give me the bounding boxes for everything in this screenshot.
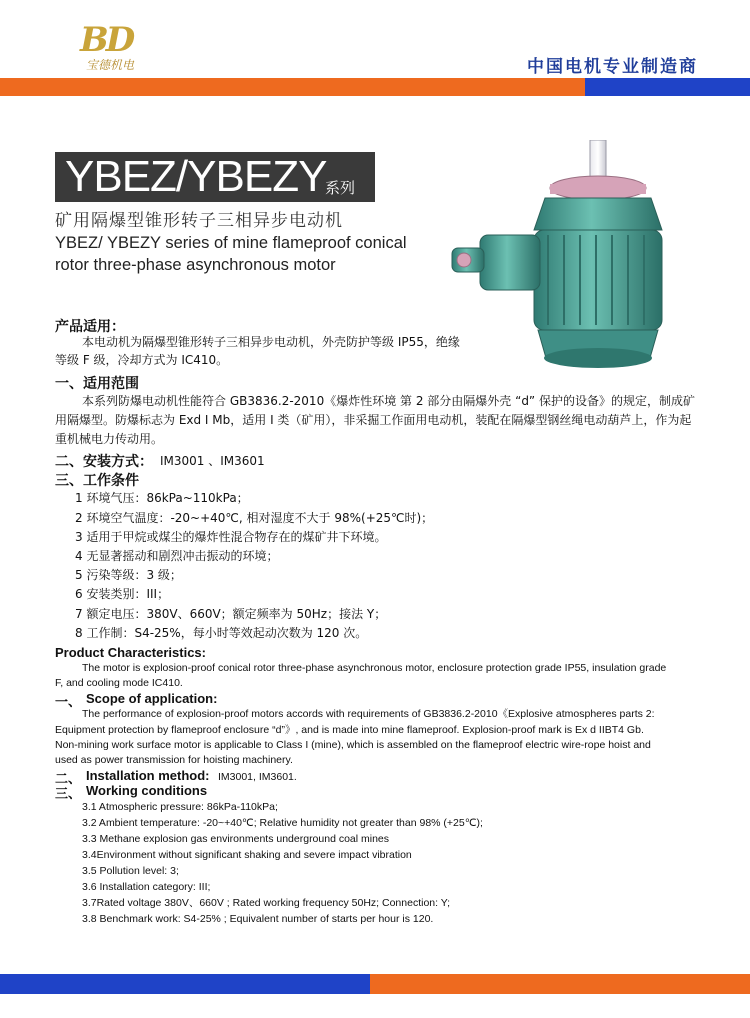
logo-subtext: 宝德机电 (86, 58, 135, 72)
install-heading-cn: 二、安装方式： (55, 454, 153, 470)
condition-item-cn: 5 污染等级：3 级； (75, 568, 182, 582)
scope-text-en-3: Non-mining work surface motor is applicable to Class I (mine), which is assembled on the flameproof electric wire-rope hoist and (55, 739, 651, 751)
condition-item-cn: 7 额定电压：380V、660V；额定频率为 50Hz；接法 Y； (75, 607, 387, 621)
condition-item-en: 3.4Environment without significant shaking and severe impact vibration (82, 849, 412, 861)
scope-heading-cn: 一、适用范围 (55, 376, 139, 392)
install-value-en: IM3001, IM3601. (218, 771, 297, 783)
scope-text-en-4: used as power transmission for hoisting machinery. (55, 754, 293, 766)
product-subtitle-en-line1: YBEZ/ YBEZY series of mine flameproof conical (55, 234, 407, 252)
condition-item-en: 3.1 Atmospheric pressure: 86kPa-110kPa; (82, 801, 278, 813)
header-slogan: 中国电机专业制造商 (527, 57, 698, 77)
characteristics-heading-en: Product Characteristics: (55, 645, 206, 660)
condition-item-cn: 2 环境空气温度：-20~+40℃, 相对湿度不大于 98%(+25℃时)； (75, 511, 434, 525)
scope-heading-en: Scope of application: (86, 691, 218, 706)
scope-text-en-1: The performance of explosion-proof motors accords with requirements of GB3836.2-2010《Explosive atmospheres parts 2: (82, 708, 655, 720)
characteristics-text-en-1: The motor is explosion-proof conical rotor three-phase asynchronous motor, enclosure protection grade IP55, insulation grade (82, 662, 667, 674)
condition-item-en: 3.3 Methane explosion gas environments underground coal mines (82, 833, 390, 845)
motor-illustration (450, 140, 700, 380)
install-heading-en: Installation method: (86, 768, 210, 783)
bottom-bar-orange (370, 974, 750, 994)
condition-item-en: 3.5 Pollution level: 3; (82, 865, 179, 877)
condition-item-en: 3.2 Ambient temperature: -20~+40℃; Relative humidity not greater than 98% (+25℃); (82, 817, 483, 829)
characteristics-text-en-2: F, and cooling mode IC410. (55, 677, 183, 689)
product-use-text-cn-2: 等级 F 级，冷却方式为 IC410。 (55, 353, 229, 367)
bottom-bar-blue (0, 974, 370, 994)
product-use-heading-cn: 产品适用： (55, 319, 125, 335)
product-title: YBEZ/YBEZY (65, 152, 327, 201)
top-bar-blue (585, 78, 750, 96)
conditions-heading-en: Working conditions (86, 783, 208, 798)
scope-number-en: 一、 (55, 694, 82, 709)
conditions-heading-cn: 三、工作条件 (55, 473, 139, 489)
company-logo (80, 22, 170, 78)
condition-item-en: 3.8 Benchmark work: S4-25% ; Equivalent number of starts per hour is 120. (82, 913, 434, 925)
condition-item-cn: 3 适用于甲烷或煤尘的爆炸性混合物存在的煤矿井下环境。 (75, 530, 387, 544)
product-subtitle-en-line2: rotor three-phase asynchronous motor (55, 256, 336, 274)
product-use-text-cn-1: 本电动机为隔爆型锥形转子三相异步电动机，外壳防护等级 IP55，绝缘 (82, 335, 460, 349)
scope-text-en-2: Equipment protection by flameproof enclosure “d”》, and is made into mine flameproof. Explosion-proof mark is Ex d IIBT4 Gb. (55, 724, 644, 736)
install-number-en: 二、 (55, 771, 82, 786)
condition-item-en: 3.6 Installation category: III; (82, 881, 211, 893)
top-bar-orange (0, 78, 585, 96)
install-value-cn: IM3001 、IM3601 (160, 454, 265, 468)
condition-item-cn: 1 环境气压：86kPa~110kPa； (75, 491, 249, 505)
scope-text-cn-3: 重机械电力传动用。 (55, 432, 164, 446)
condition-item-cn: 4 无显著摇动和剧烈冲击振动的环境； (75, 549, 279, 563)
logo-mark: BD (80, 20, 133, 60)
condition-item-en: 3.7Rated voltage 380V、660V ; Rated working frequency 50Hz; Connection: Y; (82, 897, 451, 909)
scope-text-cn-2: 用隔爆型。防爆标志为 Exd I Mb，适用 I 类（矿用），非采掘工作面用电动机，装配在隔爆型钢丝绳电动葫芦上，作为起 (55, 413, 692, 427)
product-subtitle-cn: 矿用隔爆型锥形转子三相异步电动机 (55, 211, 343, 231)
condition-item-cn: 8 工作制：S4-25%，每小时等效起动次数为 120 次。 (75, 626, 368, 640)
product-title-suffix: 系列 (325, 179, 356, 197)
scope-text-cn-1: 本系列防爆电动机性能符合 GB3836.2-2010《爆炸性环境 第 2 部分由隔爆外壳 “d” 保护的设备》的规定，制成矿 (82, 394, 695, 408)
condition-item-cn: 6 安装类别：III； (75, 587, 170, 601)
conditions-number-en: 三、 (55, 786, 82, 801)
